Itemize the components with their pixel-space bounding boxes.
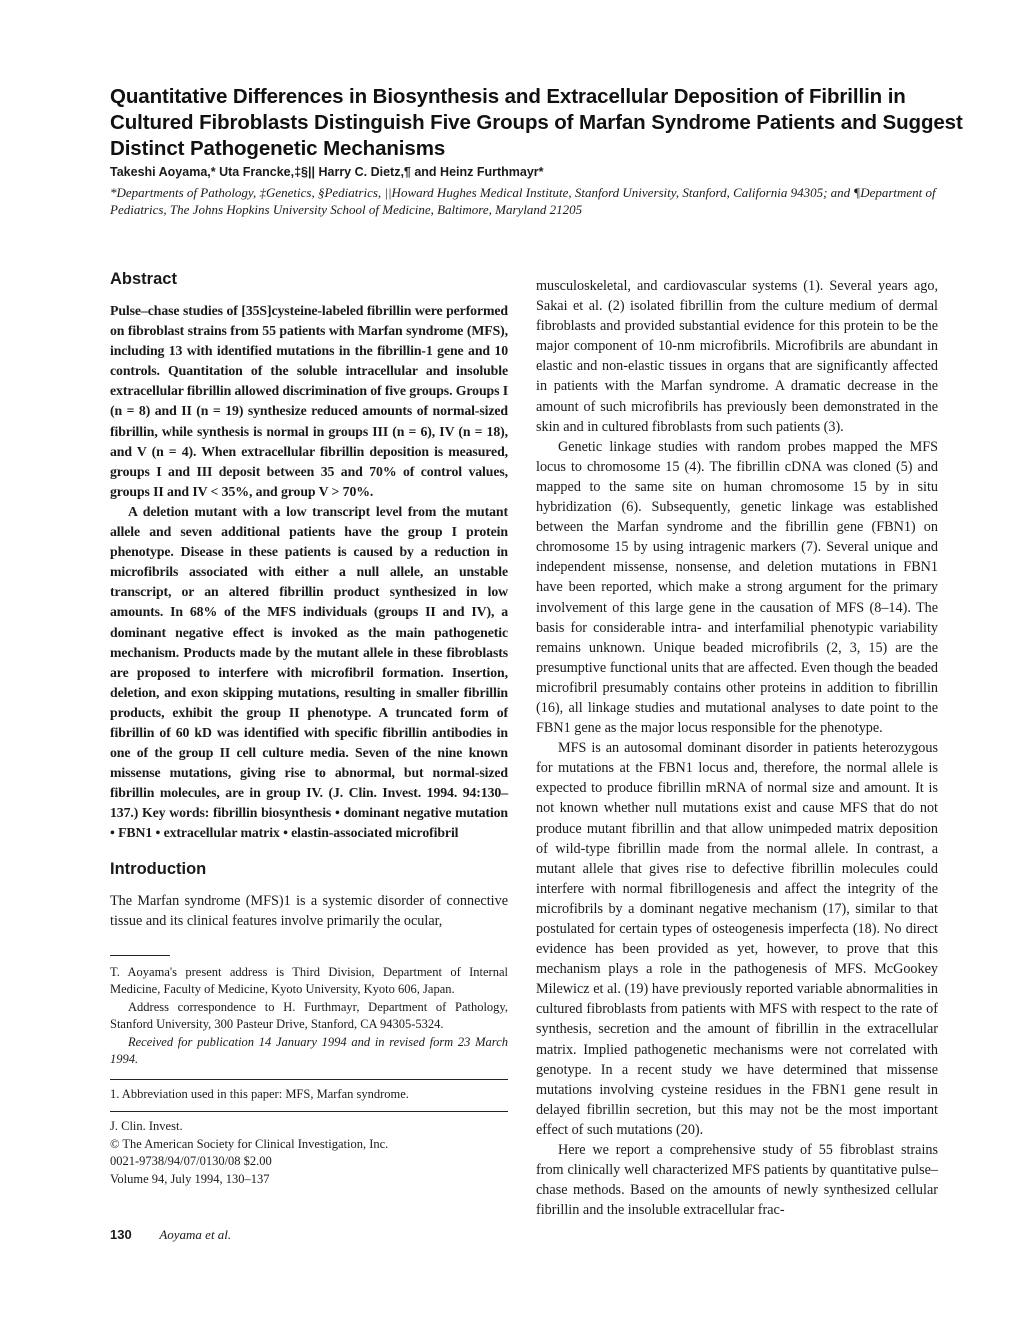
body-paragraph-3: MFS is an autosomal dominant disorder in patients heterozygous for mutations at the FBN1 locus and, therefore, the normal allele is expected to produce fibrillin mRNA of normal size and amount. It is not known whether null mutations exist and cause MFS that do not produce mutant fibrillin and that allow unimpeded matrix deposition of wild-type fibrillin made from the normal allele. In contrast, a mutant allele that gives rise to defective fibrillin molecules could interfere with normal fibrillogenesis and affect the integrity of the microfibrils by a dominant negative mechanism (17), similar to that postulated for certain types of osteogenesis imperfecta (18). No direct evidence has been provided as yet, however, to prove that this mechanism plays a role in the pathogenesis of MFS. McGookey Milewicz et al. (19) have previously reported variable abnormalities in cultured fibroblasts from patients with MFS with respect to the rate of synthesis, secretion and the amount of fibrillin in the extracellular matrix. Implied pathogenetic mechanisms were not correlated with genotype. In a recent study we have determined that missense mutations involving cysteine residues in the FBN1 gene result in delayed fibrillin secretion, but this may not be the most important effect of such mutations (20). [536, 740, 938, 1138]
body-paragraph-2: Genetic linkage studies with random probes mapped the MFS locus to chromosome 15 (4). The fibrillin cDNA was cloned (5) and mapped to the same site on human chromosome 15 by in situ hybridization (6). Subsequently, genetic linkage was established between the Marfan syndrome and the fibrillin gene (FBN1) on chromosome 15 by using intragenic markers (7). Several unique and independent missense, nonsense, and deletion mutations in FBN1 have been reported, which make a strong argument for the primary involvement of this large gene in the causation of MFS (8–14). The basis for considerable intra- and interfamilial phenotypic variability remains unknown. Unique beaded microfibrils (2, 3, 15) are the presumptive functional units that are affected. Even though the beaded microfibril presumably contains other proteins in addition to fibrillin (16), all linkage studies and mutational analyses to date point to the FBN1 gene as the major locus responsible for the phenotype. [536, 438, 938, 737]
footnote-correspondence: Address correspondence to H. Furthmayr, Department of Pathology, Stanford University, 300 Pasteur Drive, Stanford, CA 94305-5324. [110, 999, 508, 1032]
running-author: Aoyama et al. [159, 1227, 232, 1242]
footnote-present-address: T. Aoyama's present address is Third Division, Department of Internal Medicine, Faculty of Medicine, Kyoto University, Kyoto 606, Japan. [110, 964, 508, 997]
body-paragraph-4: Here we report a comprehensive study of 55 fibroblast strains from clinically well characterized MFS patients by quantitative pulse–chase methods. Based on the amounts of newly synthesized cellular fibrillin and the insoluble extracellular frac- [536, 1142, 938, 1219]
page-number: 130 [110, 1227, 132, 1242]
journal-copyright: © The American Society for Clinical Investigation, Inc. [110, 1136, 389, 1151]
journal-volume: Volume 94, July 1994, 130–137 [110, 1171, 270, 1186]
journal-name: J. Clin. Invest. [110, 1119, 183, 1134]
right-column [536, 276, 938, 1220]
author-list: Takeshi Aoyama,* Uta Francke,‡§|| Harry C. Dietz,¶ and Heinz Furthmayr* [110, 165, 544, 179]
journal-issn: 0021-9738/94/07/0130/08 $2.00 [110, 1154, 272, 1169]
introduction-paragraph-1: The Marfan syndrome (MFS)1 is a systemic disorder of connective tissue and its clinical features involve primarily the ocular, [110, 892, 508, 929]
left-column [110, 270, 508, 1188]
abstract-paragraph-2: A deletion mutant with a low transcript level from the mutant allele and seven additional patients have the group I protein phenotype. Disease in these patients is caused by a reduction in microfibrils associated with either a null allele, an unstable transcript, or an altered fibrillin product synthesized in low amounts. In 68% of the MFS individuals (groups II and IV), a dominant negative effect is invoked as the main pathogenetic mechanism. Products made by the mutant allele in these fibroblasts are proposed to interfere with microfibril formation. Insertion, deletion, and exon skipping mutations, resulting in smaller fibrillin products, exhibit the group II phenotype. A truncated form of fibrillin of 60 kD was identified with specific fibrillin antibodies in one of the group II cell culture media. Seven of the nine known missense mutations, giving rise to abnormal, but normal-sized fibrillin molecules, are in group IV. (J. Clin. Invest. 1994. 94:130–137.) Key words: fibrillin biosynthesis • dominant negative mutation • FBN1 • extracellular matrix • elastin-associated microfibril [110, 503, 508, 841]
body-paragraph-1: musculoskeletal, and cardiovascular systems (1). Several years ago, Sakai et al. (2) isolated fibrillin from the culture medium of dermal fibroblasts and provided substantial evidence for this protein to be the major component of 10-nm microfibrils. Microfibrils are abundant in elastic and non-elastic tissues in organs that are significantly affected in patients with the Marfan syndrome. A dramatic decrease in the amount of such microfibrils has previously been demonstrated in the skin and in cultured fibroblasts from such patients (3). [536, 278, 938, 435]
abstract-body [110, 301, 508, 844]
abstract-paragraph-1: Pulse–chase studies of [35S]cysteine-labeled fibrillin were performed on fibroblast strains from 55 patients with Marfan syndrome (MFS), including 13 with identified mutations in the fibrillin-1 gene and 10 controls. Quantitation of the soluble intracellular and insoluble extracellular fibrillin allowed discrimination of five groups. Groups I (n = 8) and II (n = 19) synthesize reduced amounts of normal-sized fibrillin, while synthesis is normal in groups III (n = 6), IV (n = 18), and V (n = 4). When extracellular fibrillin deposition is measured, groups I and III deposit between 35 and 70% of control values, groups II and IV < 35%, and group V > 70%. [110, 303, 509, 499]
introduction-heading: Introduction [110, 859, 207, 878]
abstract-heading: Abstract [110, 270, 177, 288]
affiliations: *Departments of Pathology, ‡Genetics, §Pediatrics, ||Howard Hughes Medical Institute, Stanford University, Stanford, California 94305; and ¶Department of Pediatrics, The Johns Hopkins University School of Medicine, Baltimore, Maryland 21205 [110, 185, 936, 217]
paper-title: Quantitative Differences in Biosynthesis and Extracellular Deposition of Fibrillin in Cultured Fibroblasts Distinguish Five Groups of Marfan Syndrome Patients and Suggest Distinct Pathogenetic Mechanisms [110, 85, 963, 160]
footnote-abbreviation: 1. Abbreviation used in this paper: MFS, Marfan syndrome. [110, 1086, 409, 1101]
footnote-received: Received for publication 14 January 1994 and in revised form 23 March 1994. [110, 1034, 508, 1067]
page-footer [110, 1227, 231, 1243]
